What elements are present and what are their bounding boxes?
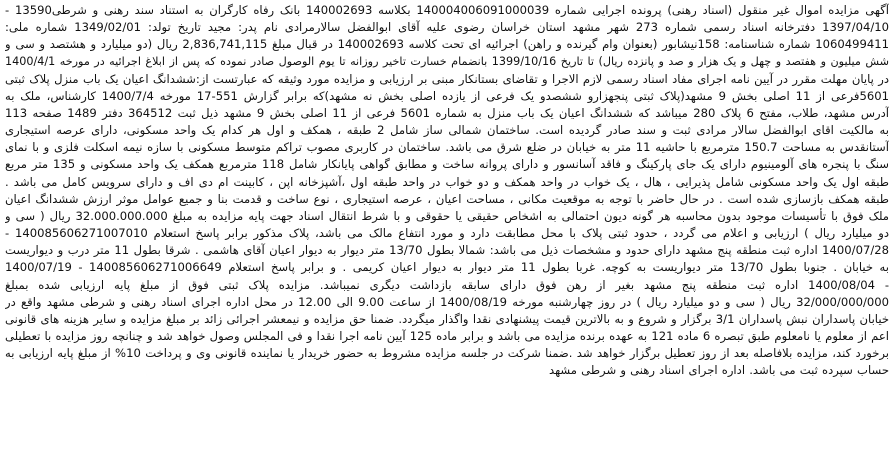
notice-line: - 1400/08/04 اداره ثبت منطقه پنج مشهد بغیر از رهن فوق دارای سابقه بازداشت دیگری نمیباشد. مزایده پلاک ثبتی فوق از مبلغ پایه ارزیابی شده بمبلغ (5, 277, 889, 292)
notice-line: 5601فرعی از 11 اصلی بخش 9 مشهد(پلاک ثبتی پنجهزارو ششصدو یک فرعی از یازده اصلی بخش نه مشهد)که برابر گزارش 551-17 مورخه 1400/7/4 کارشناس، ملک به (5, 88, 889, 103)
auction-notice-text (5, 2, 889, 448)
notice-line: 1060499411 شماره شناسنامه: 158نیشابور (بعنوان وام گیرنده و راهن) اجرائیه ای تحت کلاسه 140002693 در قبال مبلغ 2,836,741,115 ریال (دو میلیارد و هشتصد و سی و (5, 37, 889, 52)
notice-line: آستانقدس به مساحت 150.7 مترمربع با حاشیه 11 متر به خیابان در ضلع شرق می باشد. ساختمان در کاربری مصوب تراکم متوسط مسکونی با سازه نیمه اسکلت فلزی و با نمای (5, 140, 889, 155)
notice-line: به مالکیت اقای ابوالفضل سالار مرادی ثبت و سند صادر گردیده است. ساختمان شمالی ساز شامل 2 طبقه ، همکف و اول هر کدام یک واحد مسکونی، دارای عرصه استیجاری (5, 123, 889, 138)
notice-line: 1400/07/28 اداره ثبت منطقه پنج مشهد دارای حدود و مشخصات ذیل می باشد: شمالا بطول 13/70 متر دیوار به دیوار اعیان آقای هاشمی . شرقا بطول 11 متر درب و دیواریست (5, 243, 889, 258)
notice-line: به خیابان . جنوبا بطول 13/70 متر دیواریست به کوچه. غربا بطول 11 متر دیوار به دیوار اعیان کریمی . و برابر پاسخ استعلام 140085606271006649 - 1400/07/19 (5, 260, 889, 275)
notice-line: خیابان پاسداران نبش پاسداران 3/1 برگزار و شروع و به بالاترین قیمت پیشنهادی نقدا واگذار میگردد. ضمنا حق مزایده و نیمعشر اجرائی زائد بر مبلغ مزایده و سایر هزینه های قانونی (5, 311, 889, 326)
notice-line: شش میلیون و هفتصد و چهل و یک هزار و صد و پانزده ریال) تا تاریخ 1399/10/16 بانضمام خسارت تاخیر روزانه تا یوم الوصول صادر نموده که پس از ابلاغ اجرائیه در مورخه 1400/4/1 (5, 55, 889, 69)
notice-line: برخورد کند، مزایده بلافاصله بعد از روز تعطیل برگزار خواهد شد .ضمنا شرکت در جلسه مزایده مشروط به حضور خریدار یا نماینده قانونی وی و پرداخت 10% از مبلغ پایه ارزیابی به (5, 346, 889, 361)
notice-line: آگهی مزایده اموال غیر منقول (اسناد رهنی) پرونده اجرایی شماره 140004006091000039 بکلاسه 140002693 بانک رفاه کارگران به استناد سند رهنی و شرطی13590 - (5, 3, 889, 17)
notice-line: 1397/04/10 دفترخانه اسناد رسمی شماره 273 شهر مشهد استان خراسان رضوی علیه آقای ابوالفضل سالارمرادی نام پدر: مجید تاریخ تولد: 1349/02/01 شماره ملی: (5, 20, 889, 35)
notice-line: 32/000/000/000 ریال ( سی و دو میلیارد ریال ) در روز چهارشنبه مورخه 1400/08/19 از ساعت 9.00 الی 12.00 در محل اداره اجرای اسناد رهنی و شرطی مشهد واقع در (5, 294, 889, 309)
notice-line: دو میلیارد ریال ) ارزیابی و اعلام می گردد ، حدود ثبتی پلاک با محل مطابقت دارد و مورد انتفاع مالک می باشد، پلاک مذکور برابر پاسخ استعلام 140085606271007010 - (5, 226, 889, 241)
notice-line: آدرس مشهد، طلاب، مفتح 6 پلاک 280 میباشد که ششدانگ اعیان یک باب منزل به شماره 5601 فرعی از 11 اصلی بخش 9 مشهد ذیل ثبت 364512 دفتر 1489 صفحه 113 (5, 105, 889, 120)
notice-line: در پایان مهلت مقرر در آیین نامه اجرای مفاد اسناد رسمی لازم الاجرا و تقاضای بستانکار مبنی بر ارزیابی و مزایده مورد وثیقه که عبارتست از:ششدانگ اعیان یک باب منزل پلاک ثبتی (5, 71, 889, 86)
notice-line: طبقه اول یک واحد مسکونی شامل پذیرایی ، هال ، یک خواب در واحد همکف و دو خواب در واحد طبقه اول ،آشپزخانه اپن ، کابینت ام دی اف و دارای سرویس کامل می باشد . (5, 174, 889, 189)
notice-line: حساب سپرده ثبت می باشد. اداره اجرای اسناد رهنی و شرطی مشهد (548, 363, 889, 378)
notice-line: اعم از معلوم یا نامعلوم طبق تبصره 6 ماده 121 به عهده برنده مزایده می باشد و برابر ماده 125 آیین نامه اجرا نقدا و فی المجلس وصول خواهد شد و چنانچه روز مزایده با تعطیلی (5, 328, 889, 343)
notice-line: طبقه همکف بازسازی شده است . در حال حاضر با توجه به موقعیت مکانی ، مساحت اعیان ، عرصه استیجاری ، نوع ساخت و قدمت بنا و جمیع عوامل موثر ارزش ششدانگ اعیان (5, 191, 889, 206)
notice-line: سنگ با پنجره های آلومینیوم دارای یک جای پارکینگ و فاقد آسانسور و دارای پروانه ساخت و مطابق گواهی پایانکار شامل 118 مترمربع همکف یک واحد مسکونی و 135 متر مربع (5, 157, 889, 172)
notice-line: ملک فوق با تأسیسات موجود بدون محاسبه هر گونه دیون احتمالی به اشخاص حقیقی یا حقوقی و با شرط انتقال اسناد جهت پایه مزایده به مبلغ 32.000.000.000 ریال ( سی و (5, 208, 889, 223)
